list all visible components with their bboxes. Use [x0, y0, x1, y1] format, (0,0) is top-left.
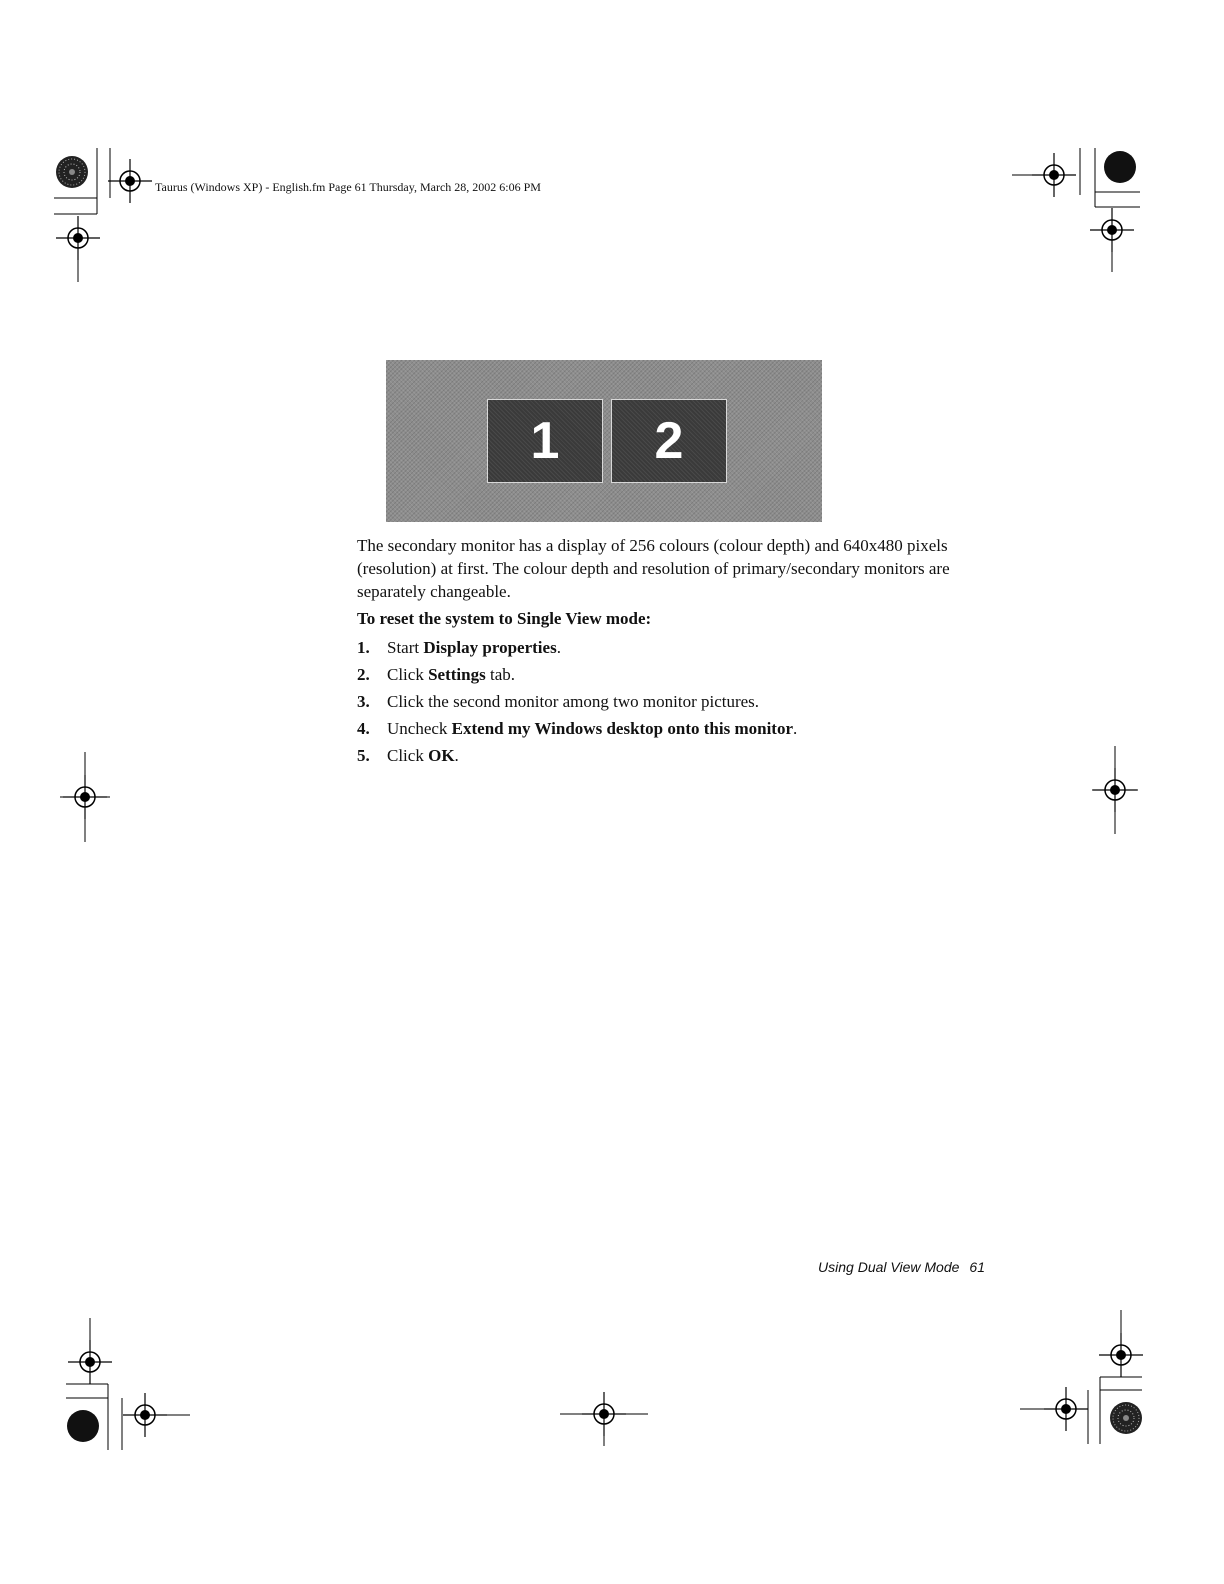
- step-item: [357, 742, 987, 769]
- registration-mark-icon: [108, 159, 152, 203]
- footer-section-title: Using Dual View Mode: [818, 1259, 960, 1275]
- page-body: [357, 534, 987, 769]
- running-footer: [780, 1259, 985, 1275]
- starburst-target-icon: [56, 156, 88, 188]
- step-text: Click OK.: [387, 746, 459, 765]
- dual-monitor-figure: [386, 360, 822, 522]
- step-number: 5.: [357, 746, 370, 765]
- page-number: 61: [969, 1259, 985, 1275]
- procedure-steps: [357, 634, 987, 769]
- step-text: Start Display properties.: [387, 638, 561, 657]
- step-number: 1.: [357, 638, 370, 657]
- solid-target-icon: [1104, 151, 1136, 183]
- solid-target-icon: [67, 1410, 99, 1442]
- step-number: 4.: [357, 719, 370, 738]
- step-text: Click Settings tab.: [387, 665, 515, 684]
- step-number: 3.: [357, 692, 370, 711]
- procedure-heading: To reset the system to Single View mode:: [357, 609, 652, 628]
- step-item: [357, 634, 987, 661]
- step-number: 2.: [357, 665, 370, 684]
- starburst-target-icon: [1110, 1402, 1142, 1434]
- monitor-1-picture: 1: [488, 400, 602, 482]
- step-item: [357, 661, 987, 688]
- intro-paragraph: The secondary monitor has a display of 256 colours (colour depth) and 640x480 pixels (resolution) at first. The colour depth and resolution of primary/secondary monitors are separately changeable.: [357, 536, 950, 601]
- step-item: [357, 688, 987, 715]
- step-text: Uncheck Extend my Windows desktop onto this monitor.: [387, 719, 798, 738]
- step-text: Click the second monitor among two monitor pictures.: [387, 692, 760, 711]
- framemaker-slug-line: Taurus (Windows XP) - English.fm Page 61 Thursday, March 28, 2002 6:06 PM: [155, 180, 541, 194]
- step-item: [357, 715, 987, 742]
- monitor-2-picture: 2: [612, 400, 726, 482]
